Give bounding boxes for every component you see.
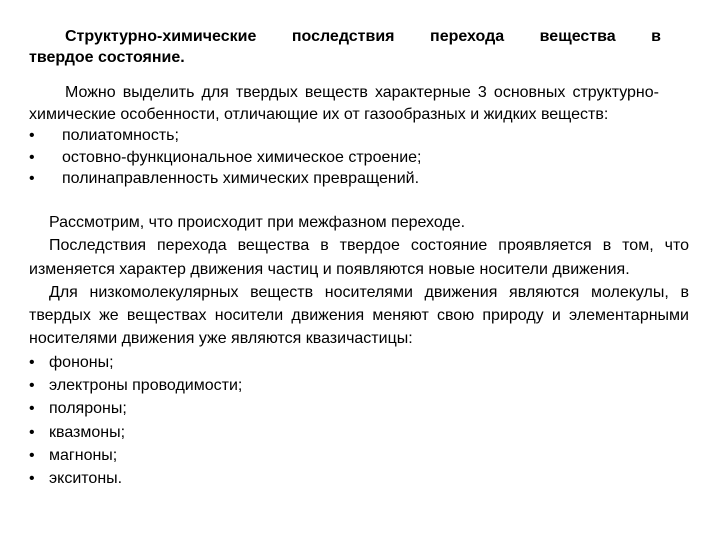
intro-block	[29, 82, 659, 190]
bullet-icon: •	[29, 377, 35, 395]
list-item-text: фононы;	[49, 353, 114, 371]
bullet-icon: •	[29, 170, 35, 187]
list-item	[29, 467, 689, 490]
bullet-icon: •	[29, 470, 35, 488]
list-item-text: экситоны.	[49, 470, 123, 488]
list-item-text: полиатомность;	[62, 127, 179, 144]
body-paragraph-1: Рассмотрим, что происходит при межфазном переходе.	[49, 214, 466, 231]
list-item-text: электроны проводимости;	[49, 377, 243, 395]
list-item	[29, 168, 659, 190]
list-item	[29, 374, 689, 397]
list-item-text: полинаправленность химических превращений.	[62, 170, 420, 187]
intro-paragraph: Можно выделить для твердых веществ характерные 3 основных структурно-химические особенности, отличающие их от газообразных и жидких веществ:	[29, 84, 659, 123]
bullet-icon: •	[29, 148, 35, 166]
bullet-icon: •	[29, 446, 35, 464]
list-item	[29, 397, 689, 420]
list-item-text: остовно-функциональное химическое строение;	[62, 148, 422, 166]
list-item	[29, 351, 689, 374]
list-item	[29, 147, 659, 169]
body-paragraph-3: Для низкомолекулярных веществ носителями движения являются молекулы, в твердых же веществах носители движения меняют свою природу и элементарными носителями движения уже являются квазичастицы:	[29, 283, 689, 348]
list-item	[29, 421, 689, 444]
title-line-2: твердое состояние.	[29, 49, 185, 66]
bullet-icon: •	[29, 400, 35, 418]
bullet-icon: •	[29, 127, 35, 144]
list-item-text: квазмоны;	[49, 423, 126, 441]
body-block	[29, 211, 689, 491]
bullet-icon: •	[29, 353, 35, 371]
list-item-text: магноны;	[49, 446, 118, 464]
body-paragraph-2: Последствия перехода вещества в твердое состояние проявляется в том, что изменяется характер движения частиц и появляются новые носители движения.	[29, 237, 689, 278]
bullet-icon: •	[29, 423, 35, 441]
list-item	[29, 125, 659, 147]
slide-title	[29, 26, 661, 68]
list-item	[29, 444, 689, 467]
title-line-1: Структурно-химические последствия перехода вещества в	[65, 28, 661, 45]
list-item-text: поляроны;	[49, 400, 127, 418]
